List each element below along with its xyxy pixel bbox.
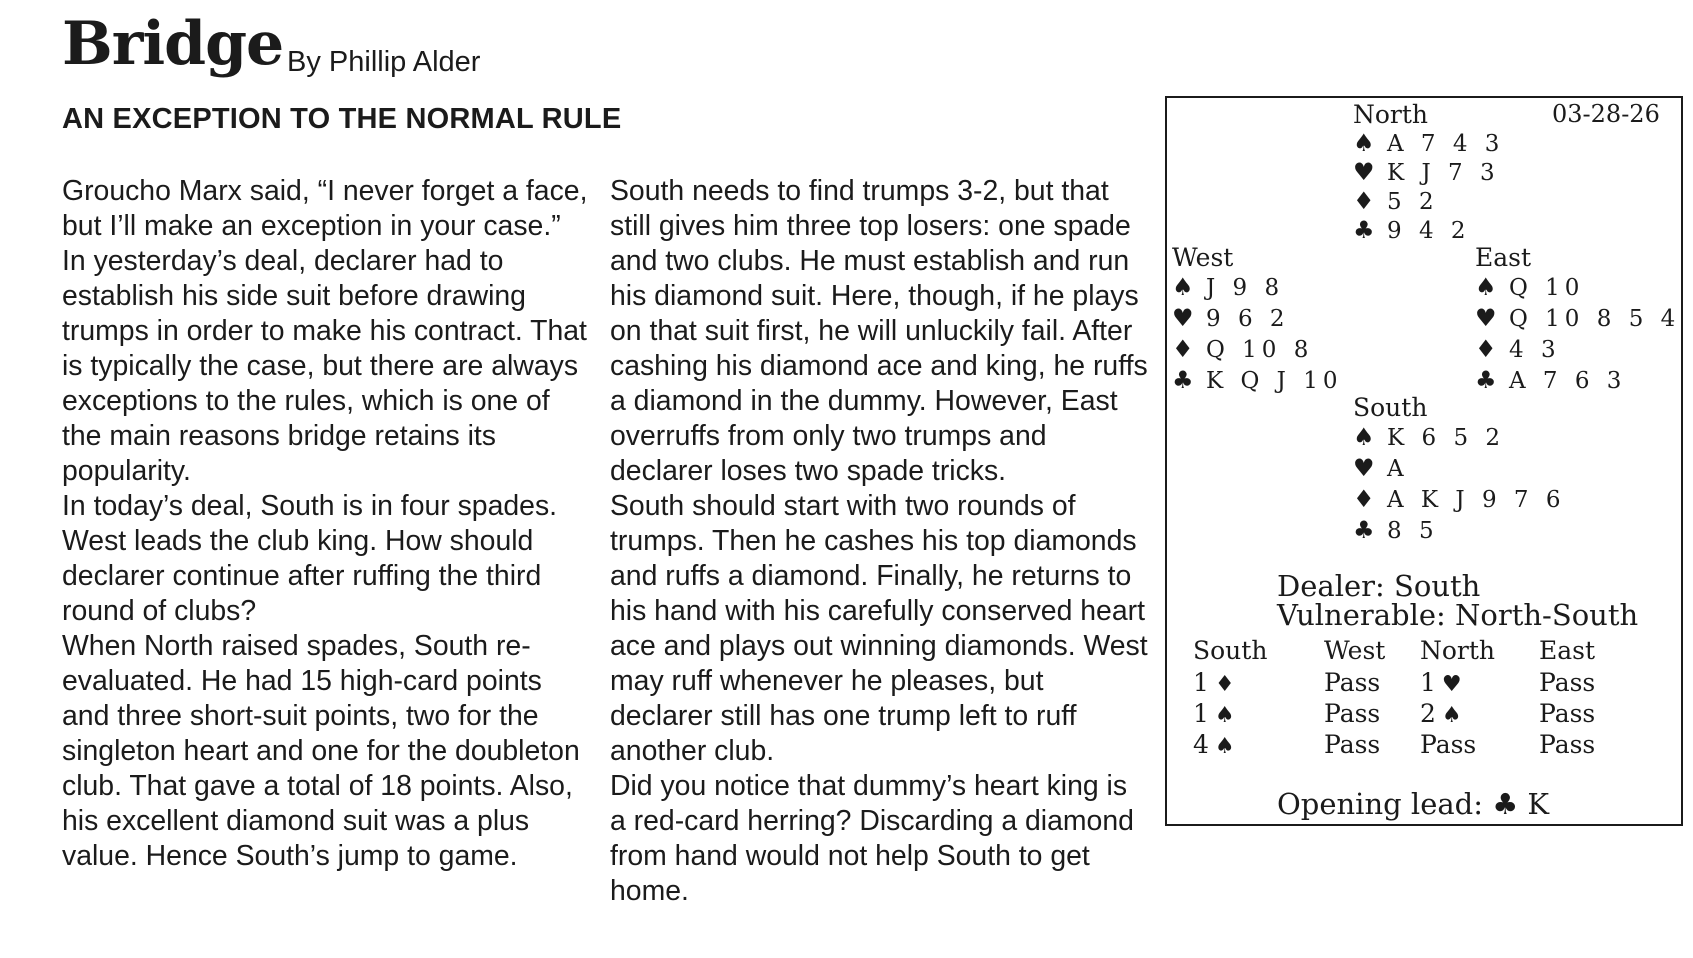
diamond-icon: ♦: [1475, 335, 1497, 363]
east-diamonds: ♦ 4 3: [1475, 335, 1561, 363]
auction-bid: Pass: [1539, 668, 1596, 697]
diamond-icon: ♦: [1353, 187, 1375, 215]
west-hearts: ♥ 9 6 2: [1172, 304, 1290, 332]
bridge-diagram: [1165, 96, 1683, 826]
spade-icon: ♠: [1475, 273, 1497, 301]
column-title: Bridge: [62, 9, 284, 79]
heart-icon: ♥: [1172, 304, 1194, 332]
paragraph: South should start with two rounds of trumps. Then he cashes his top diamonds and ruffs a diamond. Finally, he returns to his hand with his carefully conserved heart ace and plays out winning diamonds. West may ruff whenever he pleases, but declarer still has one trump left to ruff another club.: [610, 490, 1148, 767]
east-clubs: ♣ A 7 6 3: [1475, 366, 1627, 394]
auction-bid: 4 ♠: [1193, 730, 1235, 759]
vulnerability-info: Vulnerable: North-South: [1277, 598, 1639, 632]
east-spades: ♠ Q 10: [1475, 273, 1585, 301]
dealer-info: Dealer: South: [1277, 569, 1481, 603]
auction-bid: Pass: [1539, 699, 1596, 728]
auction-header-east: East: [1539, 636, 1596, 665]
west-label: West: [1172, 243, 1234, 272]
diamond-icon: ♦: [1353, 485, 1375, 513]
paragraph: Did you notice that dummy’s heart king is a red-card herring? Discarding a diamond from hand would not help South to get home.: [610, 770, 1134, 907]
spade-icon: ♠: [1353, 129, 1375, 157]
heart-icon: ♥: [1475, 304, 1497, 332]
paragraph: When North raised spades, South re-evaluated. He had 15 high-card points and three short-suit points, two for the singleton heart and one for the doubleton club. That gave a total of 18 points. Also, his excellent diamond suit was a plus value. Hence South’s jump to game.: [62, 630, 580, 872]
north-clubs: ♣ 9 4 2: [1353, 216, 1471, 244]
auction-bid: Pass: [1539, 730, 1596, 759]
club-icon: ♣: [1353, 216, 1375, 244]
spade-icon: ♠: [1214, 703, 1235, 728]
north-diamonds: ♦ 5 2: [1353, 187, 1439, 215]
auction-bid: Pass: [1324, 730, 1381, 759]
heart-icon: ♥: [1441, 672, 1462, 697]
paragraph: In yesterday’s deal, declarer had to establish his side suit before drawing trumps in order to make his contract. That is typically the case, but there are always exceptions to the rules, which is one of the main reasons bridge retains its popularity.: [62, 245, 587, 487]
south-label: South: [1353, 393, 1428, 422]
south-spades: ♠ K 6 5 2: [1353, 423, 1506, 451]
opening-lead: Opening lead: ♣ K: [1277, 787, 1550, 821]
article-column-1: [62, 174, 592, 874]
south-diamonds: ♦ A K J 9 7 6: [1353, 485, 1566, 513]
auction-bid: Pass: [1420, 730, 1477, 759]
club-icon: ♣: [1172, 366, 1194, 394]
auction-bid: 1 ♦: [1193, 668, 1235, 697]
diamond-icon: ♦: [1172, 335, 1194, 363]
spade-icon: ♠: [1172, 273, 1194, 301]
article-column-2: [610, 174, 1150, 909]
auction-bid: 2 ♠: [1420, 699, 1462, 728]
west-clubs: ♣ K Q J 10: [1172, 366, 1343, 394]
spade-icon: ♠: [1214, 734, 1235, 759]
headline: AN EXCEPTION TO THE NORMAL RULE: [62, 103, 622, 135]
heart-icon: ♥: [1353, 158, 1375, 186]
auction-header-north: North: [1420, 636, 1496, 665]
heart-icon: ♥: [1353, 454, 1375, 482]
club-icon: ♣: [1475, 366, 1497, 394]
south-clubs: ♣ 8 5: [1353, 516, 1439, 544]
auction-header-south: South: [1193, 636, 1268, 665]
west-spades: ♠ J 9 8: [1172, 273, 1285, 301]
auction-header-west: West: [1324, 636, 1386, 665]
auction-bid: 1 ♥: [1420, 668, 1462, 697]
diagram-date: 03-28-26: [1552, 100, 1660, 128]
byline: By Phillip Alder: [287, 46, 481, 78]
paragraph: Groucho Marx said, “I never forget a face, but I’ll make an exception in your case.”: [62, 175, 588, 242]
north-spades: ♠ A 7 4 3: [1353, 129, 1505, 157]
east-hearts: ♥ Q 10 8 5 4: [1475, 304, 1681, 332]
south-hearts: ♥ A: [1353, 454, 1409, 482]
east-label: East: [1475, 243, 1532, 272]
auction-bid: Pass: [1324, 668, 1381, 697]
paragraph: South needs to find trumps 3-2, but that still gives him three top losers: one spade and two clubs. He must establish and run his diamond suit. Here, though, if he plays on that suit first, he will unluckily fail. After cashing his diamond ace and king, he ruffs a diamond in the dummy. However, East overruffs from only two trumps and declarer loses two spade tricks.: [610, 175, 1148, 487]
diamond-icon: ♦: [1214, 672, 1235, 697]
club-icon: ♣: [1492, 787, 1519, 821]
spade-icon: ♠: [1353, 423, 1375, 451]
auction-bid: Pass: [1324, 699, 1381, 728]
club-icon: ♣: [1353, 516, 1375, 544]
north-label: North: [1353, 100, 1429, 129]
north-hearts: ♥ K J 7 3: [1353, 158, 1500, 186]
spade-icon: ♠: [1441, 703, 1462, 728]
paragraph: In today’s deal, South is in four spades. West leads the club king. How should declarer continue after ruffing the third round of clubs?: [62, 490, 558, 627]
west-diamonds: ♦ Q 10 8: [1172, 335, 1314, 363]
auction-bid: 1 ♠: [1193, 699, 1235, 728]
